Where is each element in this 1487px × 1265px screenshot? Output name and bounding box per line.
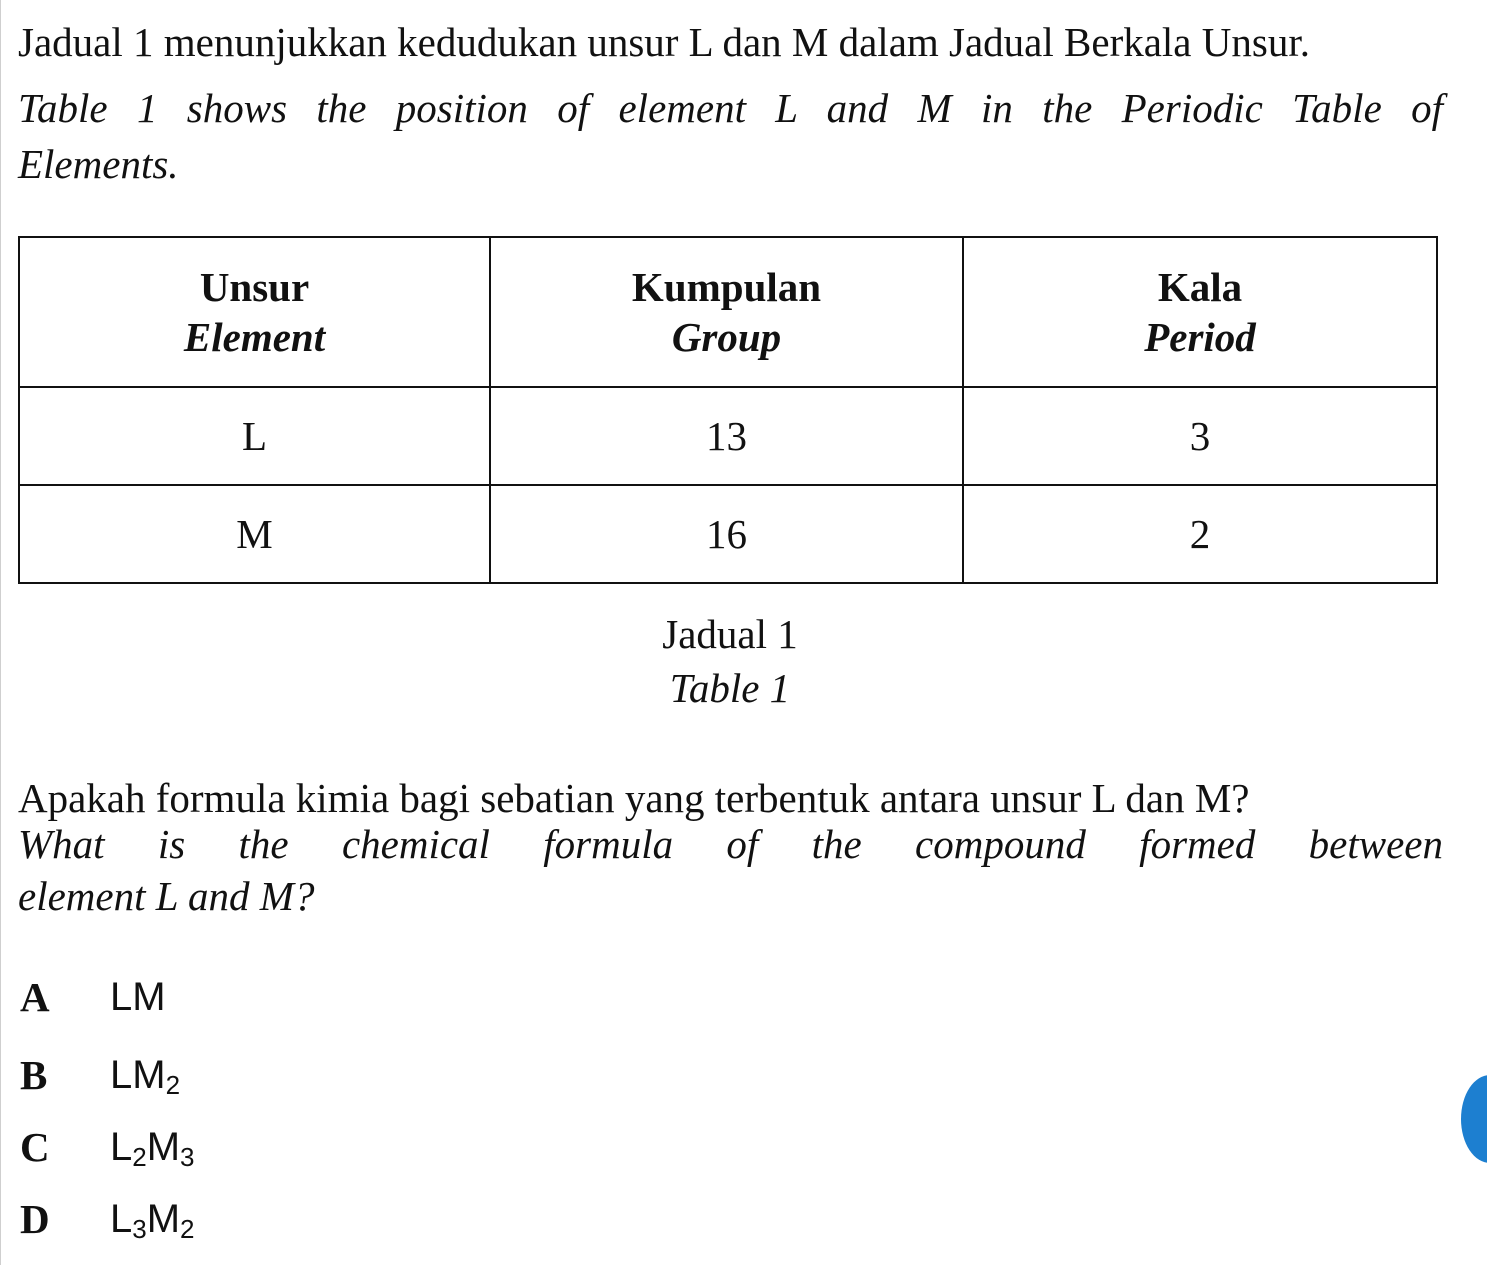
- header-group-english: Group: [671, 314, 782, 360]
- header-period: [963, 237, 1437, 387]
- edge-tab-icon[interactable]: [1461, 1075, 1487, 1163]
- header-group: [490, 237, 963, 387]
- option-letter: C: [20, 1124, 50, 1170]
- question-english-line1: What is the chemical formula of the compound formed between: [18, 821, 1443, 867]
- cell-element: M: [19, 485, 490, 583]
- header-element: [19, 237, 490, 387]
- header-element-malay: Unsur: [199, 264, 310, 310]
- element-position-table: [18, 236, 1438, 584]
- option-letter: D: [20, 1196, 50, 1242]
- cell-group: 16: [490, 485, 963, 583]
- header-period-malay: Kala: [1157, 264, 1243, 310]
- cell-period: 2: [963, 485, 1437, 583]
- option-formula: $LM_2$: [110, 1053, 181, 1100]
- cell-group: 13: [490, 387, 963, 485]
- intro-english-line1: Table 1 shows the position of element L and M in the Periodic Table of: [18, 85, 1443, 131]
- cell-period: 3: [963, 387, 1437, 485]
- table-row: [19, 485, 1437, 583]
- option-formula: $L_3M_2$: [110, 1197, 195, 1244]
- option-letter: A: [20, 974, 50, 1020]
- option-letter: B: [20, 1052, 48, 1098]
- table-caption-malay: Jadual 1: [662, 611, 798, 657]
- option-formula: LM: [110, 975, 166, 1019]
- question-english-line2: element L and M?: [18, 873, 315, 919]
- header-group-malay: Kumpulan: [631, 264, 822, 310]
- table-caption-english: Table 1: [669, 665, 791, 711]
- cell-element: L: [19, 387, 490, 485]
- header-element-english: Element: [183, 314, 326, 360]
- header-period-english: Period: [1144, 314, 1256, 360]
- intro-english-line2: Elements.: [18, 141, 179, 187]
- table-row: [19, 387, 1437, 485]
- option-formula: $L_2M_3$: [110, 1125, 195, 1172]
- intro-malay: Jadual 1 menunjukkan kedudukan unsur L dan M dalam Jadual Berkala Unsur.: [18, 19, 1310, 65]
- table-header-row: [19, 237, 1437, 387]
- question-malay: Apakah formula kimia bagi sebatian yang terbentuk antara unsur L dan M?: [18, 775, 1250, 821]
